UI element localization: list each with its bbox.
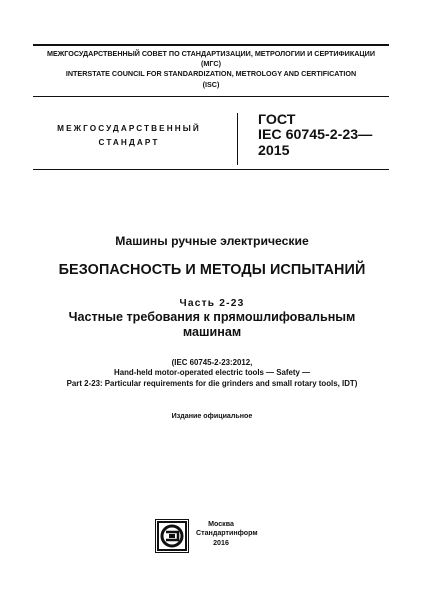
header-divider (33, 96, 389, 97)
council-abbr-ru: (МГС) (201, 59, 221, 69)
council-header (33, 49, 389, 90)
top-divider (33, 44, 389, 46)
standard-type-line2: СТАНДАРТ (98, 138, 160, 147)
publisher-block (196, 520, 258, 548)
publisher-city: Москва (208, 520, 234, 528)
council-name-en: INTERSTATE COUNCIL FOR STANDARDIZATION, METROLOGY AND CERTIFICATION (65, 69, 357, 79)
edition-label: Издание официальное (171, 412, 253, 420)
subtitle-line1: Частные требования к прямошлифовальным (68, 310, 356, 324)
iec-line1: (IEC 60745-2-23:2012, (171, 358, 253, 367)
document-part: Часть 2-23 (179, 298, 245, 309)
standartinform-logo-icon (155, 519, 189, 553)
document-subtitle (0, 310, 424, 340)
gost-label: ГОСТ (258, 112, 296, 128)
iec-line2: Hand-held motor-operated electric tools — Safety — (114, 368, 310, 378)
subtitle-line2: машинам (182, 325, 242, 339)
standard-type (54, 122, 204, 150)
publisher-name: Стандартинформ (196, 529, 258, 538)
iec-reference (0, 358, 424, 389)
gost-number: IEC 60745-2-23— (258, 127, 373, 144)
council-abbr-en: (ISC) (202, 79, 220, 89)
designation-divider (33, 169, 389, 170)
document-title: Машины ручные электрические (115, 234, 309, 248)
standard-type-line1: МЕЖГОСУДАРСТВЕННЫЙ (57, 124, 201, 133)
publication-year: 2016 (213, 538, 229, 547)
standard-designation (258, 113, 372, 159)
council-name-ru: МЕЖГОСУДАРСТВЕННЫЙ СОВЕТ ПО СТАНДАРТИЗАЦИИ, МЕТРОЛОГИИ И СЕРТИФИКАЦИИ (46, 49, 376, 58)
vertical-divider (237, 113, 238, 165)
document-main-title: БЕЗОПАСНОСТЬ И МЕТОДЫ ИСПЫТАНИЙ (58, 262, 366, 278)
iec-line3: Part 2-23: Particular requirements for die grinders and small rotary tools, IDT) (66, 378, 358, 388)
gost-year: 2015 (258, 142, 290, 159)
